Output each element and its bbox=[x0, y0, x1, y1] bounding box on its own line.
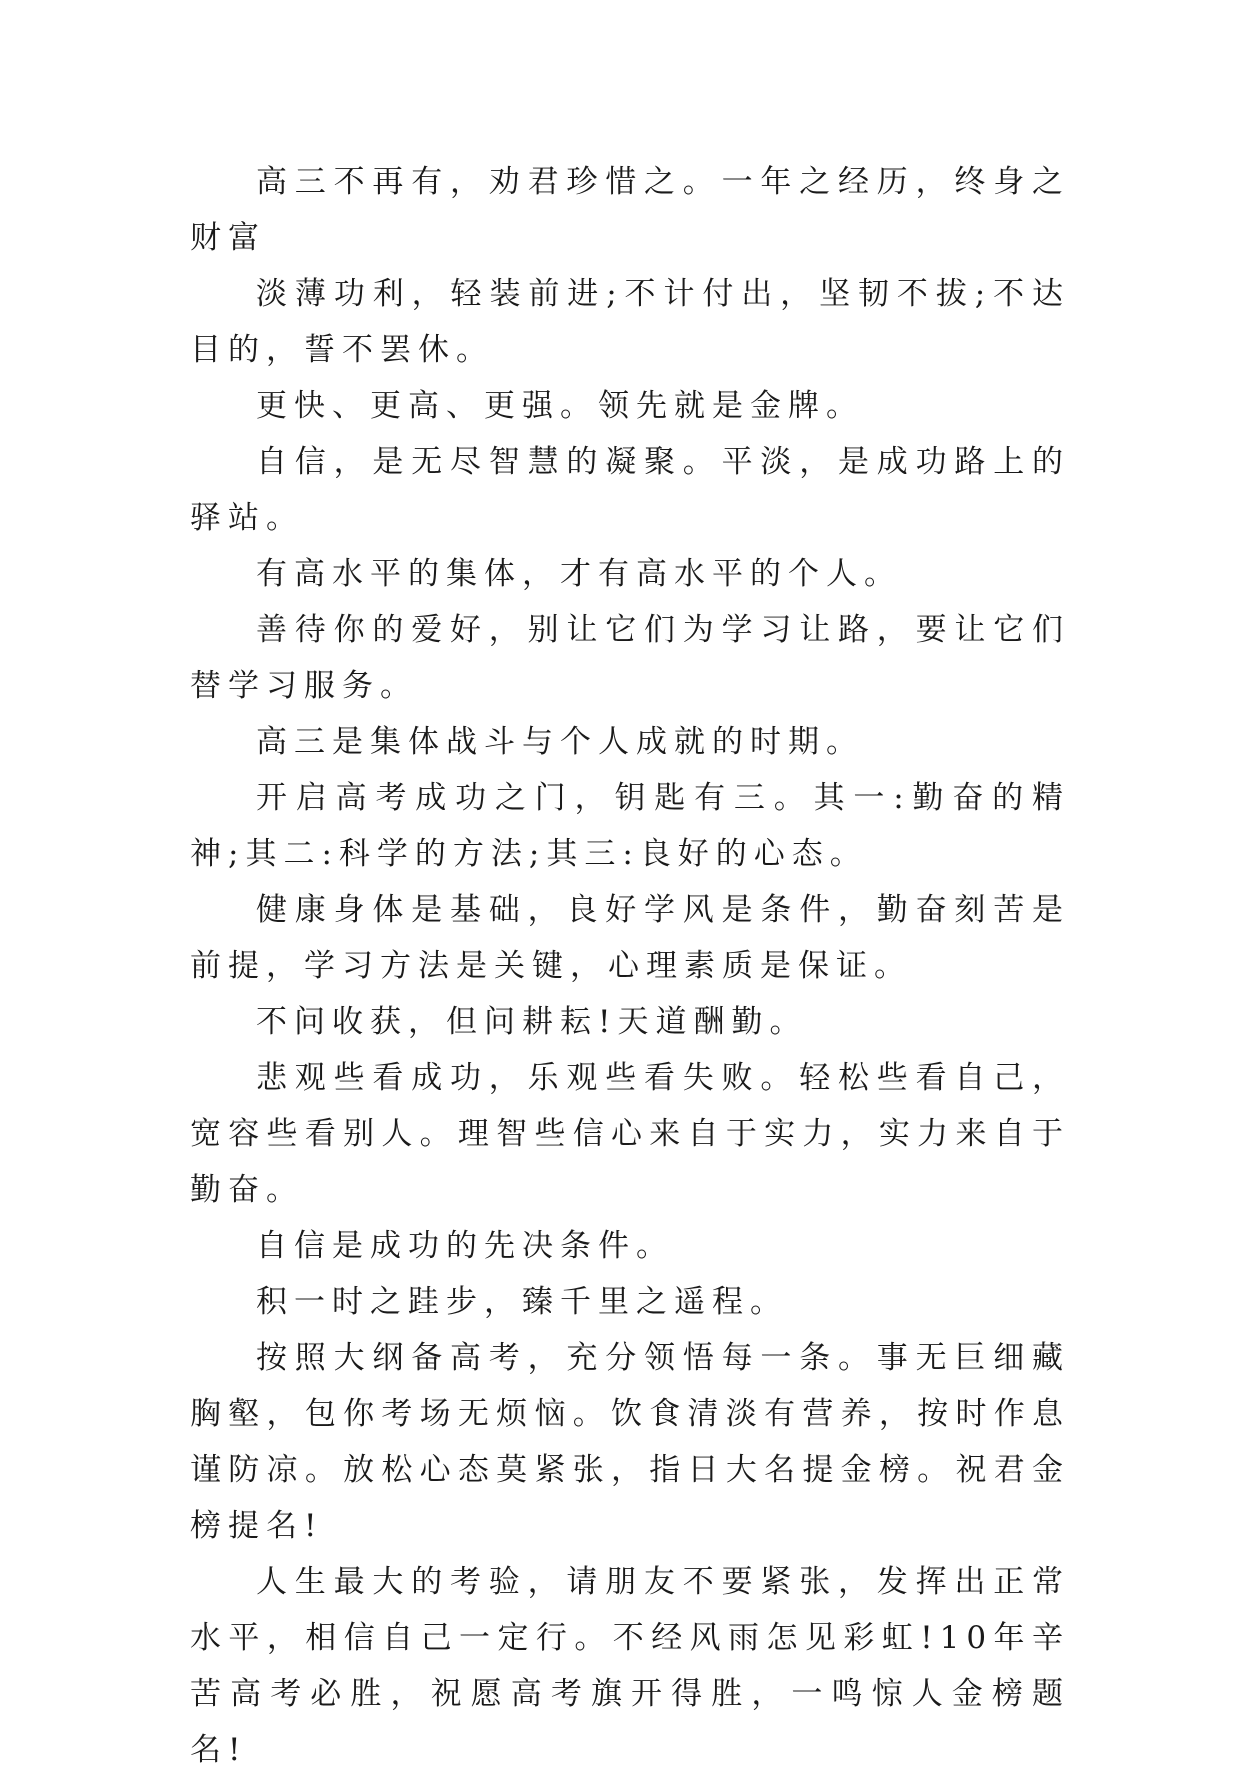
paragraph: 悲观些看成功，乐观些看失败。轻松些看自己，宽容些看别人。理智些信心来自于实力，实力来自于勤奋。 bbox=[190, 1060, 1070, 1208]
paragraph: 淡薄功利，轻装前进;不计付出，坚韧不拔;不达目的，誓不罢休。 bbox=[190, 276, 1070, 368]
paragraph: 按照大纲备高考，充分领悟每一条。事无巨细藏胸壑，包你考场无烦恼。饮食清淡有营养，按时作息谨防凉。放松心态莫紧张，指日大名提金榜。祝君金榜提名! bbox=[190, 1340, 1070, 1544]
document-body bbox=[190, 154, 1070, 1778]
paragraph: 积一时之跬步，臻千里之遥程。 bbox=[256, 1284, 788, 1320]
paragraph: 自信是成功的先决条件。 bbox=[256, 1228, 674, 1264]
paragraph: 有高水平的集体，才有高水平的个人。 bbox=[256, 556, 902, 592]
paragraph: 健康身体是基础，良好学风是条件，勤奋刻苦是前提，学习方法是关键，心理素质是保证。 bbox=[190, 892, 1070, 984]
paragraph: 高三不再有，劝君珍惜之。一年之经历，终身之财富 bbox=[190, 164, 1070, 256]
paragraph: 开启高考成功之门，钥匙有三。其一:勤奋的精神;其二:科学的方法;其三:良好的心态。 bbox=[190, 780, 1070, 872]
paragraph: 自信，是无尽智慧的凝聚。平淡，是成功路上的驿站。 bbox=[190, 444, 1070, 536]
paragraph: 不问收获，但问耕耘!天道酬勤。 bbox=[256, 1004, 808, 1040]
paragraph: 人生最大的考验，请朋友不要紧张，发挥出正常水平，相信自己一定行。不经风雨怎见彩虹!10年辛苦高考必胜，祝愿高考旗开得胜，一鸣惊人金榜题名! bbox=[190, 1564, 1070, 1768]
paragraph: 善待你的爱好，别让它们为学习让路，要让它们替学习服务。 bbox=[190, 612, 1070, 704]
paragraph: 高三是集体战斗与个人成就的时期。 bbox=[256, 724, 864, 760]
paragraph: 更快、更高、更强。领先就是金牌。 bbox=[256, 388, 864, 424]
